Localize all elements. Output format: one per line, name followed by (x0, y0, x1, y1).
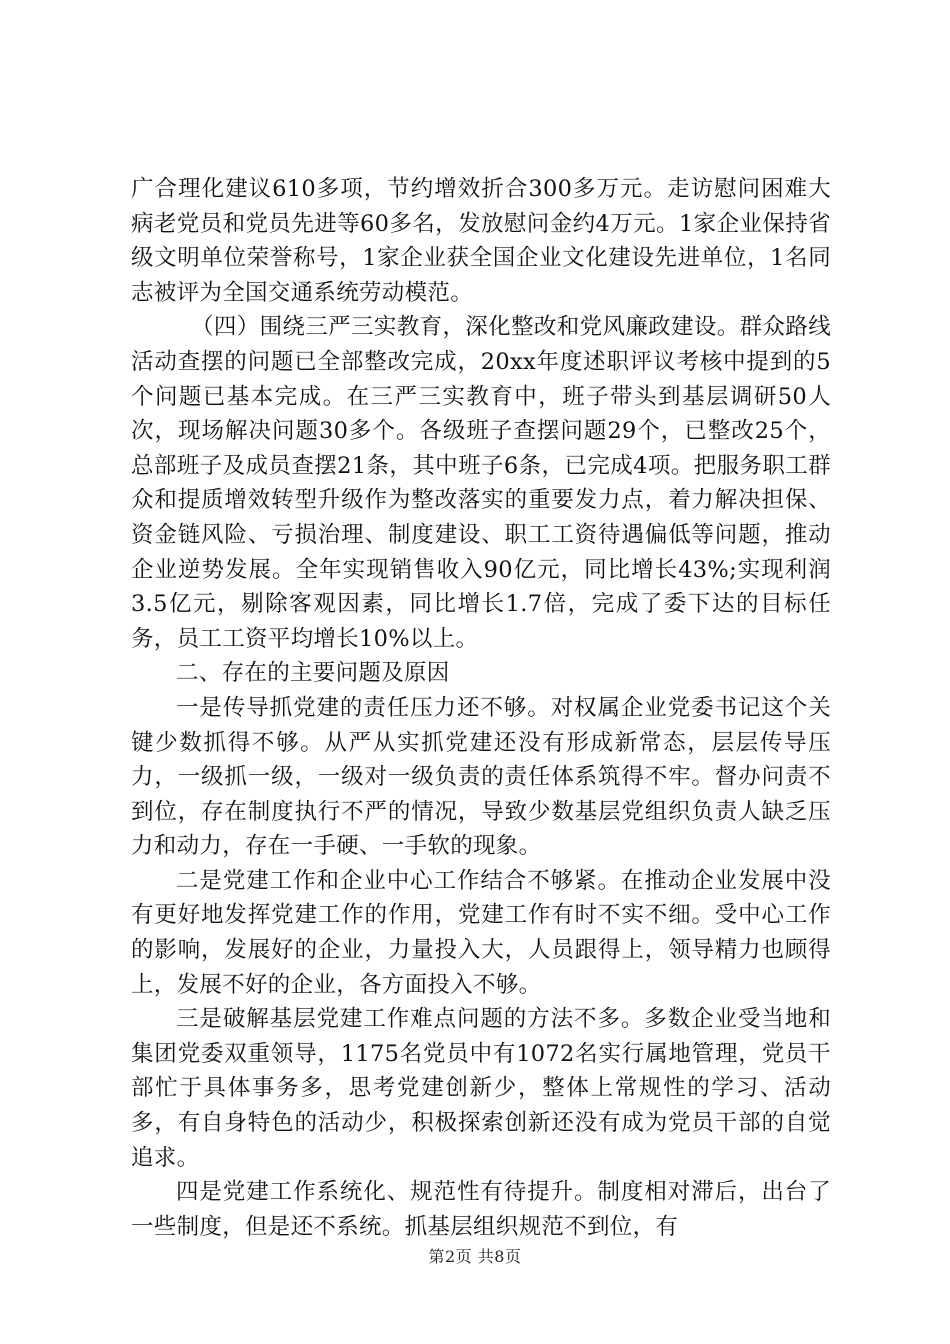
paragraph-problem-four: 四是党建工作系统化、规范性有待提升。制度相对滞后，出台了一些制度，但是还不系统。抓基层组织规范不到位，有 (131, 1179, 831, 1240)
paragraph-section-four: （四）围绕三严三实教育，深化整改和党风廉政建设。群众路线活动查摆的问题已全部整改完成，20xx年度述职评议考核中提到的5个问题已基本完成。在三严三实教育中，班子带头到基层调研50人次，现场解决问题30多个。各级班子查摆问题29个，已整改25个，总部班子及成员查摆21条，其中班子6条，已完成4项。把服务职工群众和提质增效转型升级作为整改落实的重要发力点，着力解决担保、资金链风险、亏损治理、制度建设、职工工资待遇偏低等问题，推动企业逆势发展。全年实现销售收入90亿元，同比增长43%;实现利润3.5亿元，剔除客观因素，同比增长1.7倍，完成了委下达的目标任务，员工工资平均增长10%以上。 (131, 314, 831, 652)
document-body (131, 172, 831, 1244)
paragraph-problem-one: 一是传导抓党建的责任压力还不够。对权属企业党委书记这个关键少数抓得不够。从严从实抓党建还没有形成新常态，层层传导压力，一级抓一级，一级对一级负责的责任体系筑得不牢。督办问责不到位，存在制度执行不严的情况，导致少数基层党组织负责人缺乏压力和动力，存在一手硬、一手软的现象。 (131, 694, 831, 860)
paragraph-problem-three: 三是破解基层党建工作难点问题的方法不多。多数企业受当地和集团党委双重领导，1175名党员中有1072名实行属地管理，党员干部忙于具体事务多，思考党建创新少，整体上常规性的学习、活动多，有自身特色的活动少，积极探索创新还没有成为党员干部的自觉追求。 (131, 1006, 831, 1171)
page-number-footer: 第2页 共8页 (428, 1247, 522, 1266)
paragraph-problem-two: 二是党建工作和企业中心工作结合不够紧。在推动企业发展中没有更好地发挥党建工作的作用，党建工作有时不实不细。受中心工作的影响，发展好的企业，力量投入大，人员跟得上，领导精力也顾得上，发展不好的企业，各方面投入不够。 (131, 867, 831, 998)
section-heading-problems: 二、存在的主要问题及原因 (176, 660, 450, 687)
paragraph-continuation: 广合理化建议610多项，节约增效折合300多万元。走访慰问困难大病老党员和党员先进等60多名，发放慰问金约4万元。1家企业保持省级文明单位荣誉称号，1家企业获全国企业文化建设先进单位，1名同志被评为全国交通系统劳动模范。 (131, 176, 831, 306)
